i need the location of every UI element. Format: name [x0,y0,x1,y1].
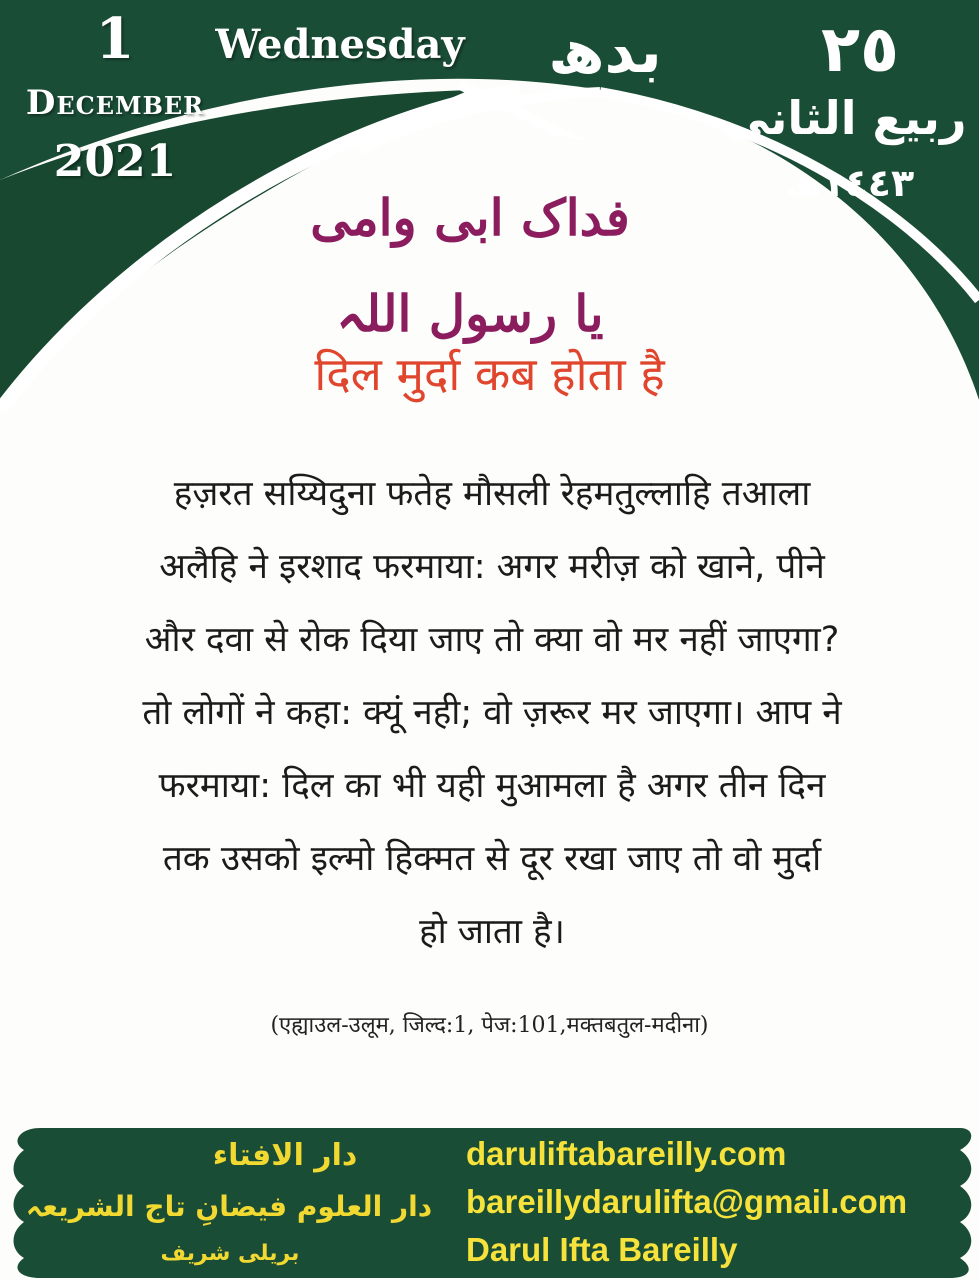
gregorian-day: 1 [95,6,135,72]
hijri-year: ١٤٤٣ھ [785,161,915,205]
weekday-urdu: بدھ [548,17,662,87]
footer-email-link[interactable]: bareillydarulifta@gmail.com [466,1183,908,1220]
article-line: तक उसको इल्मो हिक्मत से दूर रखा जाए तो वो मुर्दा [162,839,822,879]
hijri-day: ٢٥ [820,13,900,87]
article-line: और दवा से रोक दिया जाए तो क्या वो मर नहीं जाएगा? [144,620,840,660]
article-reference: (एह्याउल-उलूम, जिल्द:1, पेज:101,मक्तबतुल-मदीना) [270,1013,709,1038]
footer-urdu-darulifta: دار الافتاء [212,1138,358,1173]
article-body [52,458,932,969]
hijri-month: ربیع الثانی [723,91,967,145]
gregorian-month: December [25,83,205,123]
article-line: हो जाता है। [419,912,565,952]
article-line: अलैहि ने इरशाद फरमाया: अगर मरीज़ को खाने, पीने [159,547,825,587]
article-line: तो लोगों ने कहा: क्यूं नही; वो ज़रूर मर जाएगा। आप ने [142,693,842,733]
footer-urdu-city: بریلی شریف [160,1241,300,1266]
footer-urdu-institution: دار العلوم فیضانِ تاج الشریعہ [25,1190,433,1223]
footer-website-link[interactable]: daruliftabareilly.com [466,1135,787,1172]
article-line: हज़रत सय्यिदुना फतेह मौसली रेहमतुल्लाहि तआला [173,474,811,514]
footer-organization-name: Darul Ifta Bareilly [466,1231,738,1268]
calligraphy-emblem: فداک ابی وامی یا رسول اللہ [310,188,630,343]
article-line: फरमाया: दिल का भी यही मुआमला है अगर तीन दिन [158,766,826,806]
weekday-english: Wednesday [215,21,465,68]
article-title: दिल मुर्दा कब होता है [314,347,665,401]
gregorian-year: 2021 [53,136,177,187]
